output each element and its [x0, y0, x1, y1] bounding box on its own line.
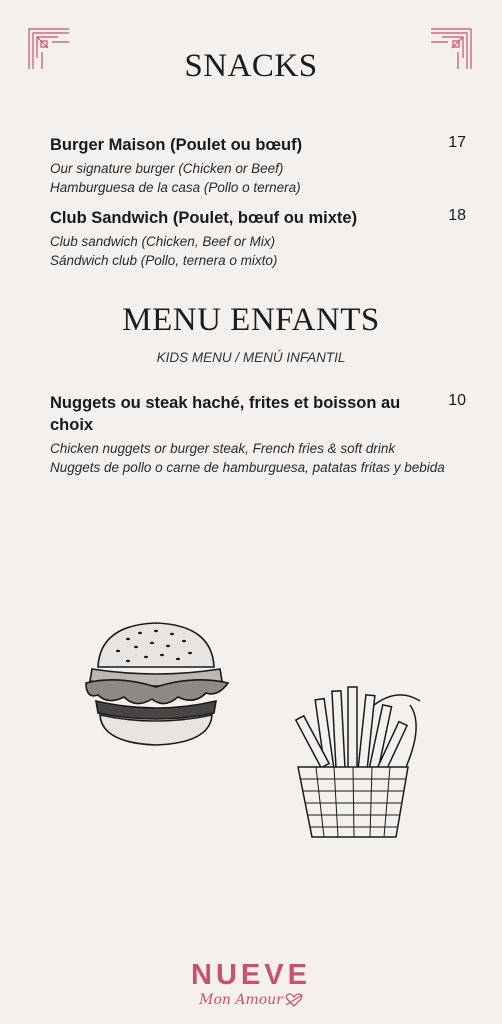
logo-script-text: Mon Amour	[199, 992, 283, 1008]
menu-item-kids	[50, 392, 470, 477]
menu-item-burger	[50, 134, 470, 197]
item-price: 18	[448, 207, 466, 224]
item-price: 17	[448, 134, 466, 151]
item-name: Nuggets ou steak haché, frites et boisson au choix	[50, 394, 401, 434]
logo-main-text: NUEVE	[191, 959, 311, 991]
item-description	[50, 159, 445, 197]
fries-basket-illustration	[278, 685, 428, 845]
snacks-title: SNACKS	[184, 48, 318, 84]
item-name: Burger Maison (Poulet ou bœuf)	[50, 136, 303, 154]
heart-arrow-icon	[285, 992, 303, 1008]
item-name: Club Sandwich (Poulet, bœuf ou mixte)	[50, 209, 358, 227]
item-desc-en: Our signature burger (Chicken or Beef)	[50, 161, 284, 176]
item-price: 10	[448, 392, 466, 409]
kids-menu-subtitle: KIDS MENU / MENÚ INFANTIL	[156, 350, 346, 365]
item-description	[50, 232, 445, 270]
brand-logo	[0, 960, 502, 1009]
item-desc-en: Club sandwich (Chicken, Beef or Mix)	[50, 234, 276, 249]
item-desc-es: Nuggets de pollo o carne de hamburguesa, patatas fritas y bebida	[50, 460, 445, 475]
item-desc-en: Chicken nuggets or burger steak, French fries & soft drink	[50, 441, 396, 456]
item-desc-es: Hamburguesa de la casa (Pollo o ternera)	[50, 180, 301, 195]
item-desc-es: Sándwich club (Pollo, ternera o mixto)	[50, 253, 278, 268]
kids-menu-title: MENU ENFANTS	[122, 302, 380, 338]
menu-item-club-sandwich	[50, 207, 470, 270]
logo-sub-text	[199, 992, 303, 1008]
burger-illustration	[78, 617, 233, 752]
item-description	[50, 439, 445, 477]
